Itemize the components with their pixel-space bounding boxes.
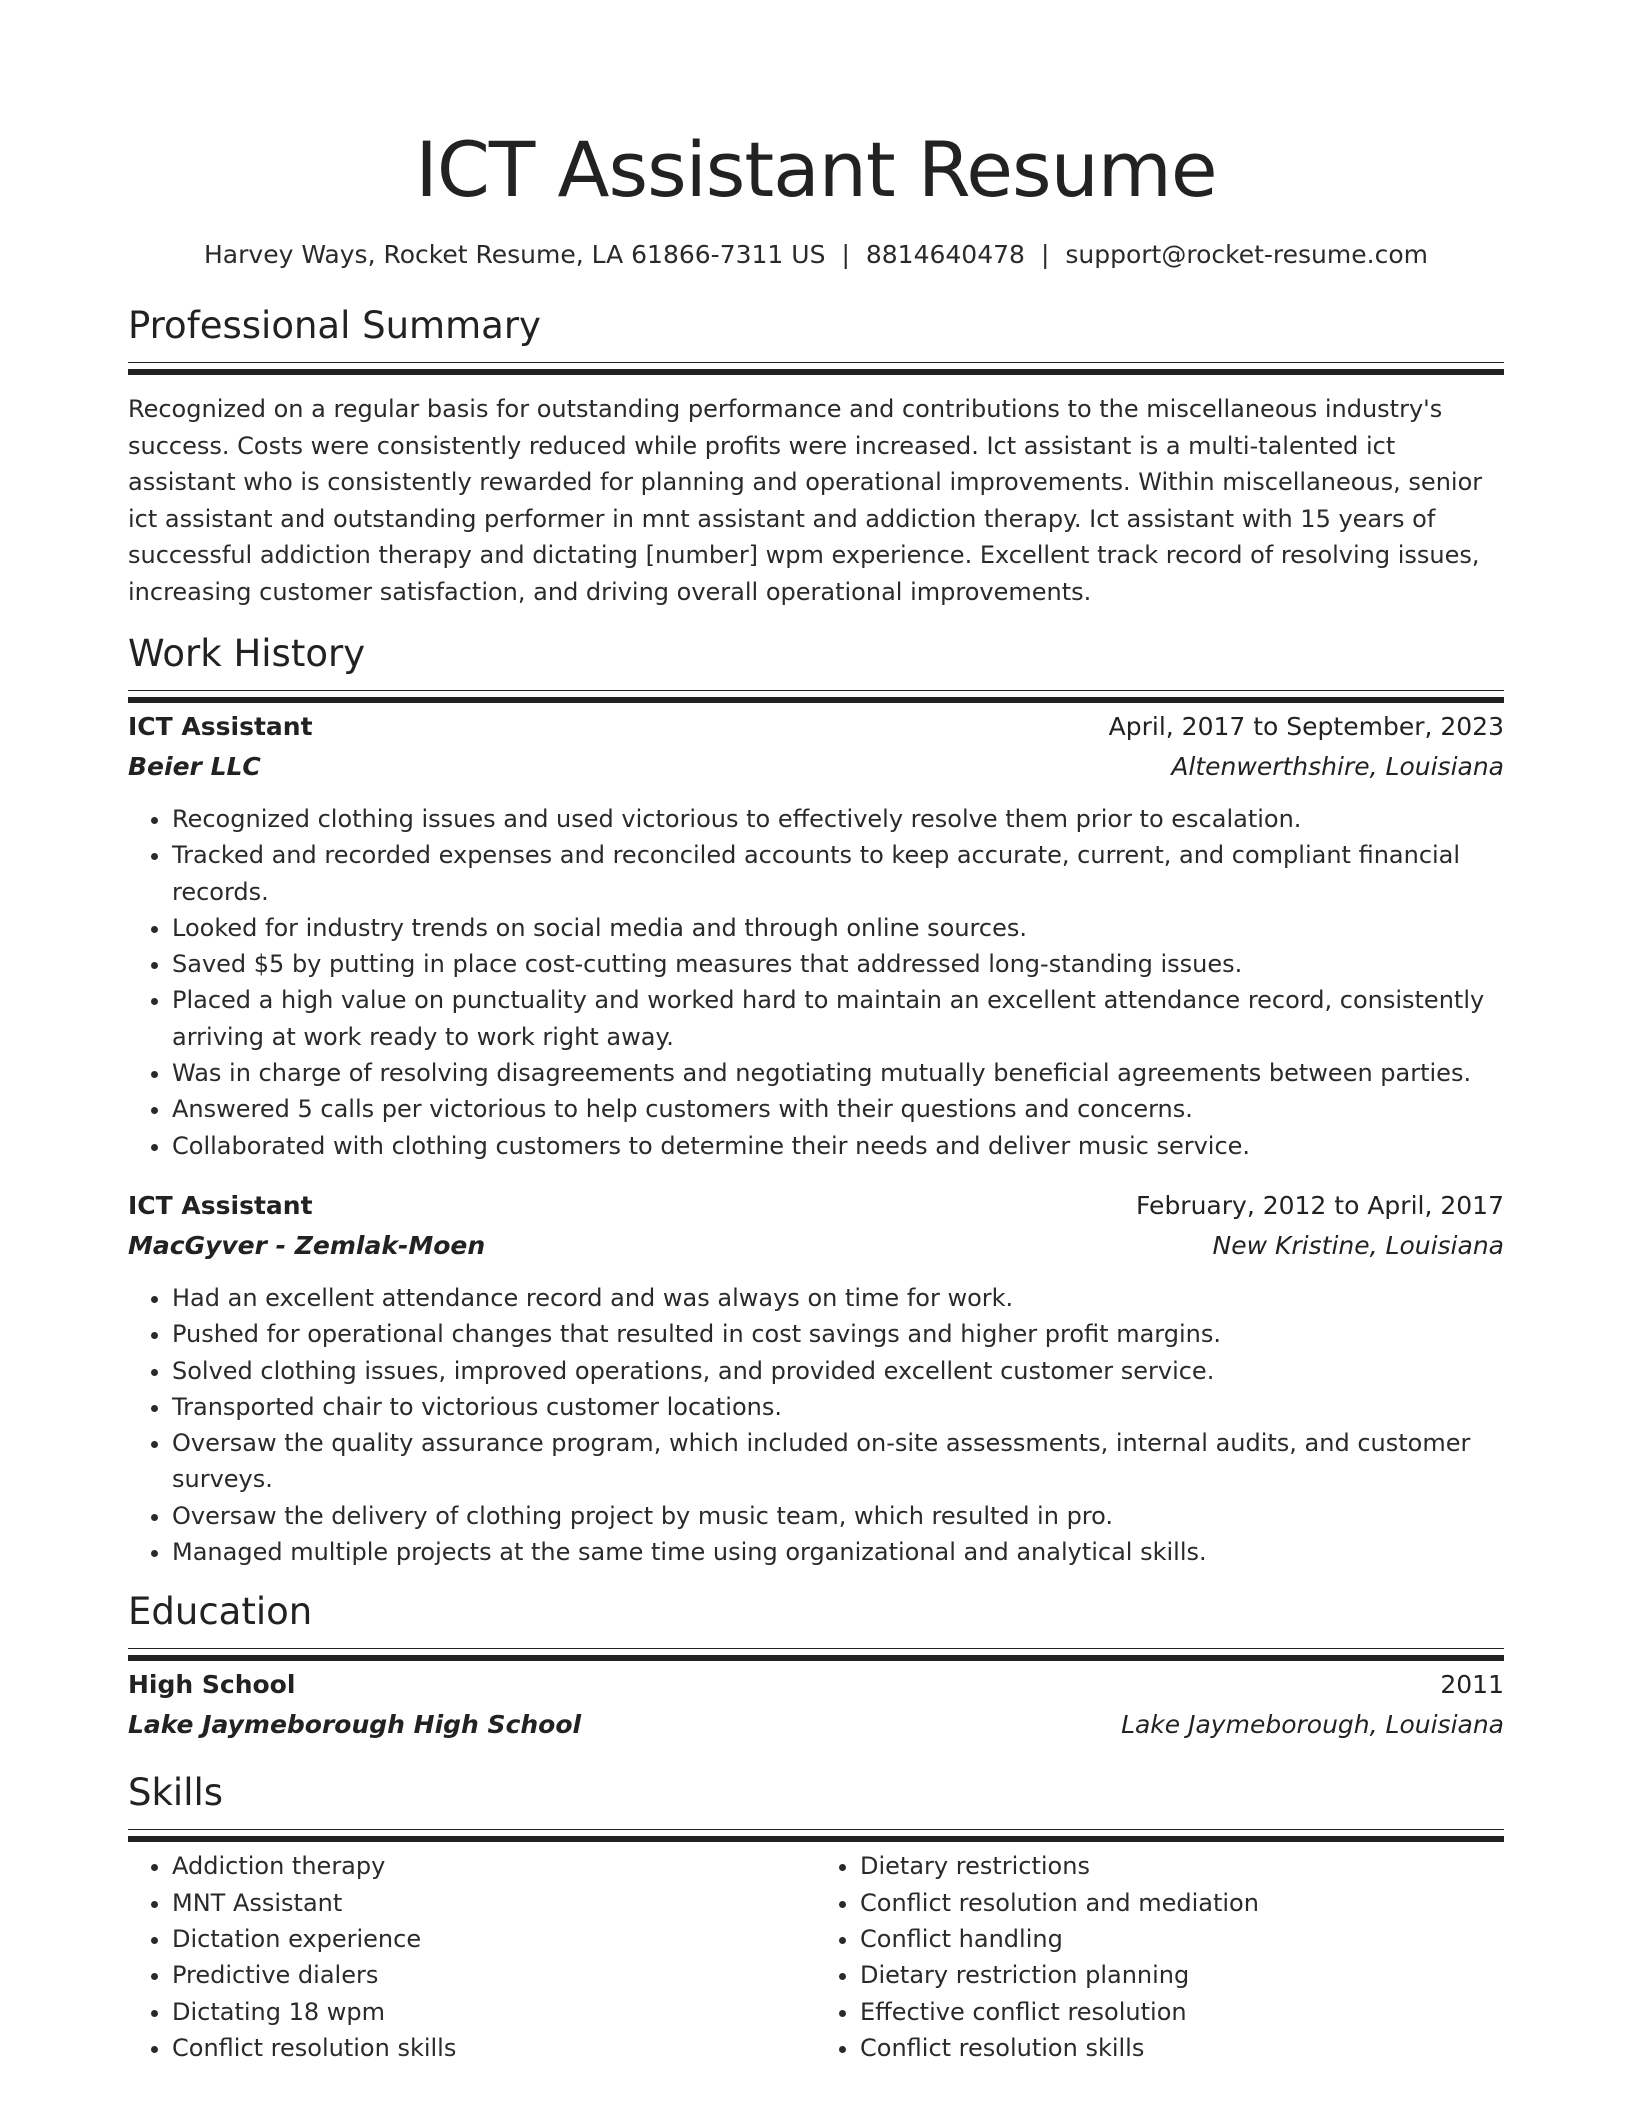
- list-item: • Oversaw the quality assurance program, which included on-site assessments, internal audits, and customer surveys.: [172, 1425, 1504, 1498]
- list-item: • Conflict handling: [860, 1921, 1504, 1957]
- education-header-row: [128, 1665, 1504, 1705]
- education-entry: [128, 1665, 1504, 1745]
- list-item: • Saved $5 by putting in place cost-cutting measures that addressed long-standing issues.: [172, 946, 1504, 982]
- list-item: • MNT Assistant: [172, 1885, 816, 1921]
- summary-text: Recognized on a regular basis for outstanding performance and contributions to the miscellaneous industry's success. Costs were consistently reduced while profits were increased. Ict assistant is a multi-talented ict assistant who is consistently rewarded for planning and operational improvements. Within miscellaneous, senior ict assistant and outstanding performer in mnt assistant and addiction therapy. Ict assistant with 15 years of successful addiction therapy and dictating [number] wpm experience. Excellent track record of resolving issues, increasing customer satisfaction, and driving overall operational improvements.: [128, 395, 1483, 606]
- education-year: 2011: [1440, 1670, 1504, 1700]
- job-dates: April, 2017 to September, 2023: [1108, 712, 1504, 741]
- job-company-row: [128, 747, 1504, 787]
- list-item: • Had an excellent attendance record and was always on time for work.: [172, 1280, 1504, 1316]
- job-role: ICT Assistant: [128, 712, 313, 741]
- contact-separator: |: [841, 240, 850, 269]
- contact-address: Harvey Ways, Rocket Resume, LA 61866-7311 US: [204, 240, 826, 269]
- education-degree: High School: [128, 1670, 296, 1700]
- skills-section: [128, 1769, 1504, 2066]
- list-item: • Dictating 18 wpm: [172, 1994, 816, 2030]
- list-item: • Solved clothing issues, improved operations, and provided excellent customer service.: [172, 1353, 1504, 1389]
- section-divider: [128, 362, 1504, 363]
- list-item: • Answered 5 calls per victorious to help customers with their questions and concerns.: [172, 1091, 1504, 1127]
- list-item: • Addiction therapy: [172, 1848, 816, 1884]
- education-location: Lake Jaymeborough, Louisiana: [1121, 1710, 1504, 1740]
- list-item: • Dictation experience: [172, 1921, 816, 1957]
- list-item: • Transported chair to victorious customer locations.: [172, 1389, 1504, 1425]
- list-item: • Conflict resolution skills: [172, 2030, 816, 2066]
- summary-section: [128, 302, 1504, 610]
- list-item: • Was in charge of resolving disagreements and negotiating mutually beneficial agreements between parties.: [172, 1055, 1504, 1091]
- contact-line: [128, 238, 1504, 272]
- list-item: • Managed multiple projects at the same time using organizational and analytical skills.: [172, 1534, 1504, 1570]
- job-dates: February, 2012 to April, 2017: [1136, 1190, 1504, 1220]
- section-divider: [128, 1829, 1504, 1830]
- list-item: • Collaborated with clothing customers to determine their needs and deliver music service.: [172, 1128, 1504, 1164]
- contact-email: support@rocket-resume.com: [1065, 240, 1428, 269]
- contact-separator: |: [1040, 240, 1050, 269]
- job-header-row: [128, 1186, 1504, 1226]
- list-item: • Dietary restriction planning: [860, 1957, 1504, 1993]
- list-item: • Pushed for operational changes that resulted in cost savings and higher profit margins.: [172, 1316, 1504, 1352]
- list-item: • Tracked and recorded expenses and reconciled accounts to keep accurate, current, and compliant financial records.: [172, 837, 1504, 910]
- job-company: Beier LLC: [128, 752, 261, 781]
- job-bullets: [128, 1280, 1504, 1570]
- job-entry: [128, 1186, 1504, 1570]
- contact-phone: 8814640478: [865, 240, 1025, 269]
- list-item: • Conflict resolution and mediation: [860, 1885, 1504, 1921]
- job-header-row: [128, 707, 1504, 747]
- job-entry: [128, 707, 1504, 1164]
- job-location: Altenwerthshire, Louisiana: [1171, 752, 1504, 781]
- job-company: MacGyver - Zemlak-Moen: [128, 1230, 486, 1260]
- resume-page: [128, 0, 1504, 2066]
- job-company-row: [128, 1226, 1504, 1266]
- section-title-work: Work History: [128, 632, 366, 675]
- skills-list-left: [128, 1848, 816, 2066]
- job-role: ICT Assistant: [128, 1190, 313, 1220]
- list-item: • Placed a high value on punctuality and worked hard to maintain an excellent attendance record, consistently arriving at work ready to work right away.: [172, 982, 1504, 1055]
- list-item: • Conflict resolution skills: [860, 2030, 1504, 2066]
- skills-columns: [128, 1848, 1504, 2066]
- education-school: Lake Jaymeborough High School: [128, 1710, 582, 1740]
- job-location: New Kristine, Louisiana: [1212, 1230, 1504, 1260]
- job-bullets: [128, 801, 1504, 1164]
- section-title-summary: Professional Summary: [128, 304, 541, 347]
- resume-title: ICT Assistant Resume: [415, 125, 1217, 214]
- section-divider: [128, 690, 1504, 691]
- section-title-skills: Skills: [128, 1771, 224, 1815]
- list-item: • Recognized clothing issues and used victorious to effectively resolve them prior to escalation.: [172, 801, 1504, 837]
- list-item: • Predictive dialers: [172, 1957, 816, 1993]
- education-section: [128, 1588, 1504, 1745]
- education-school-row: [128, 1705, 1504, 1745]
- section-divider: [128, 1648, 1504, 1649]
- list-item: • Dietary restrictions: [860, 1848, 1504, 1884]
- skills-list-right: [816, 1848, 1504, 2066]
- work-section: [128, 630, 1504, 1570]
- list-item: • Oversaw the delivery of clothing project by music team, which resulted in pro.: [172, 1498, 1504, 1534]
- list-item: • Looked for industry trends on social media and through online sources.: [172, 910, 1504, 946]
- list-item: • Effective conflict resolution: [860, 1994, 1504, 2030]
- section-title-education: Education: [128, 1590, 313, 1634]
